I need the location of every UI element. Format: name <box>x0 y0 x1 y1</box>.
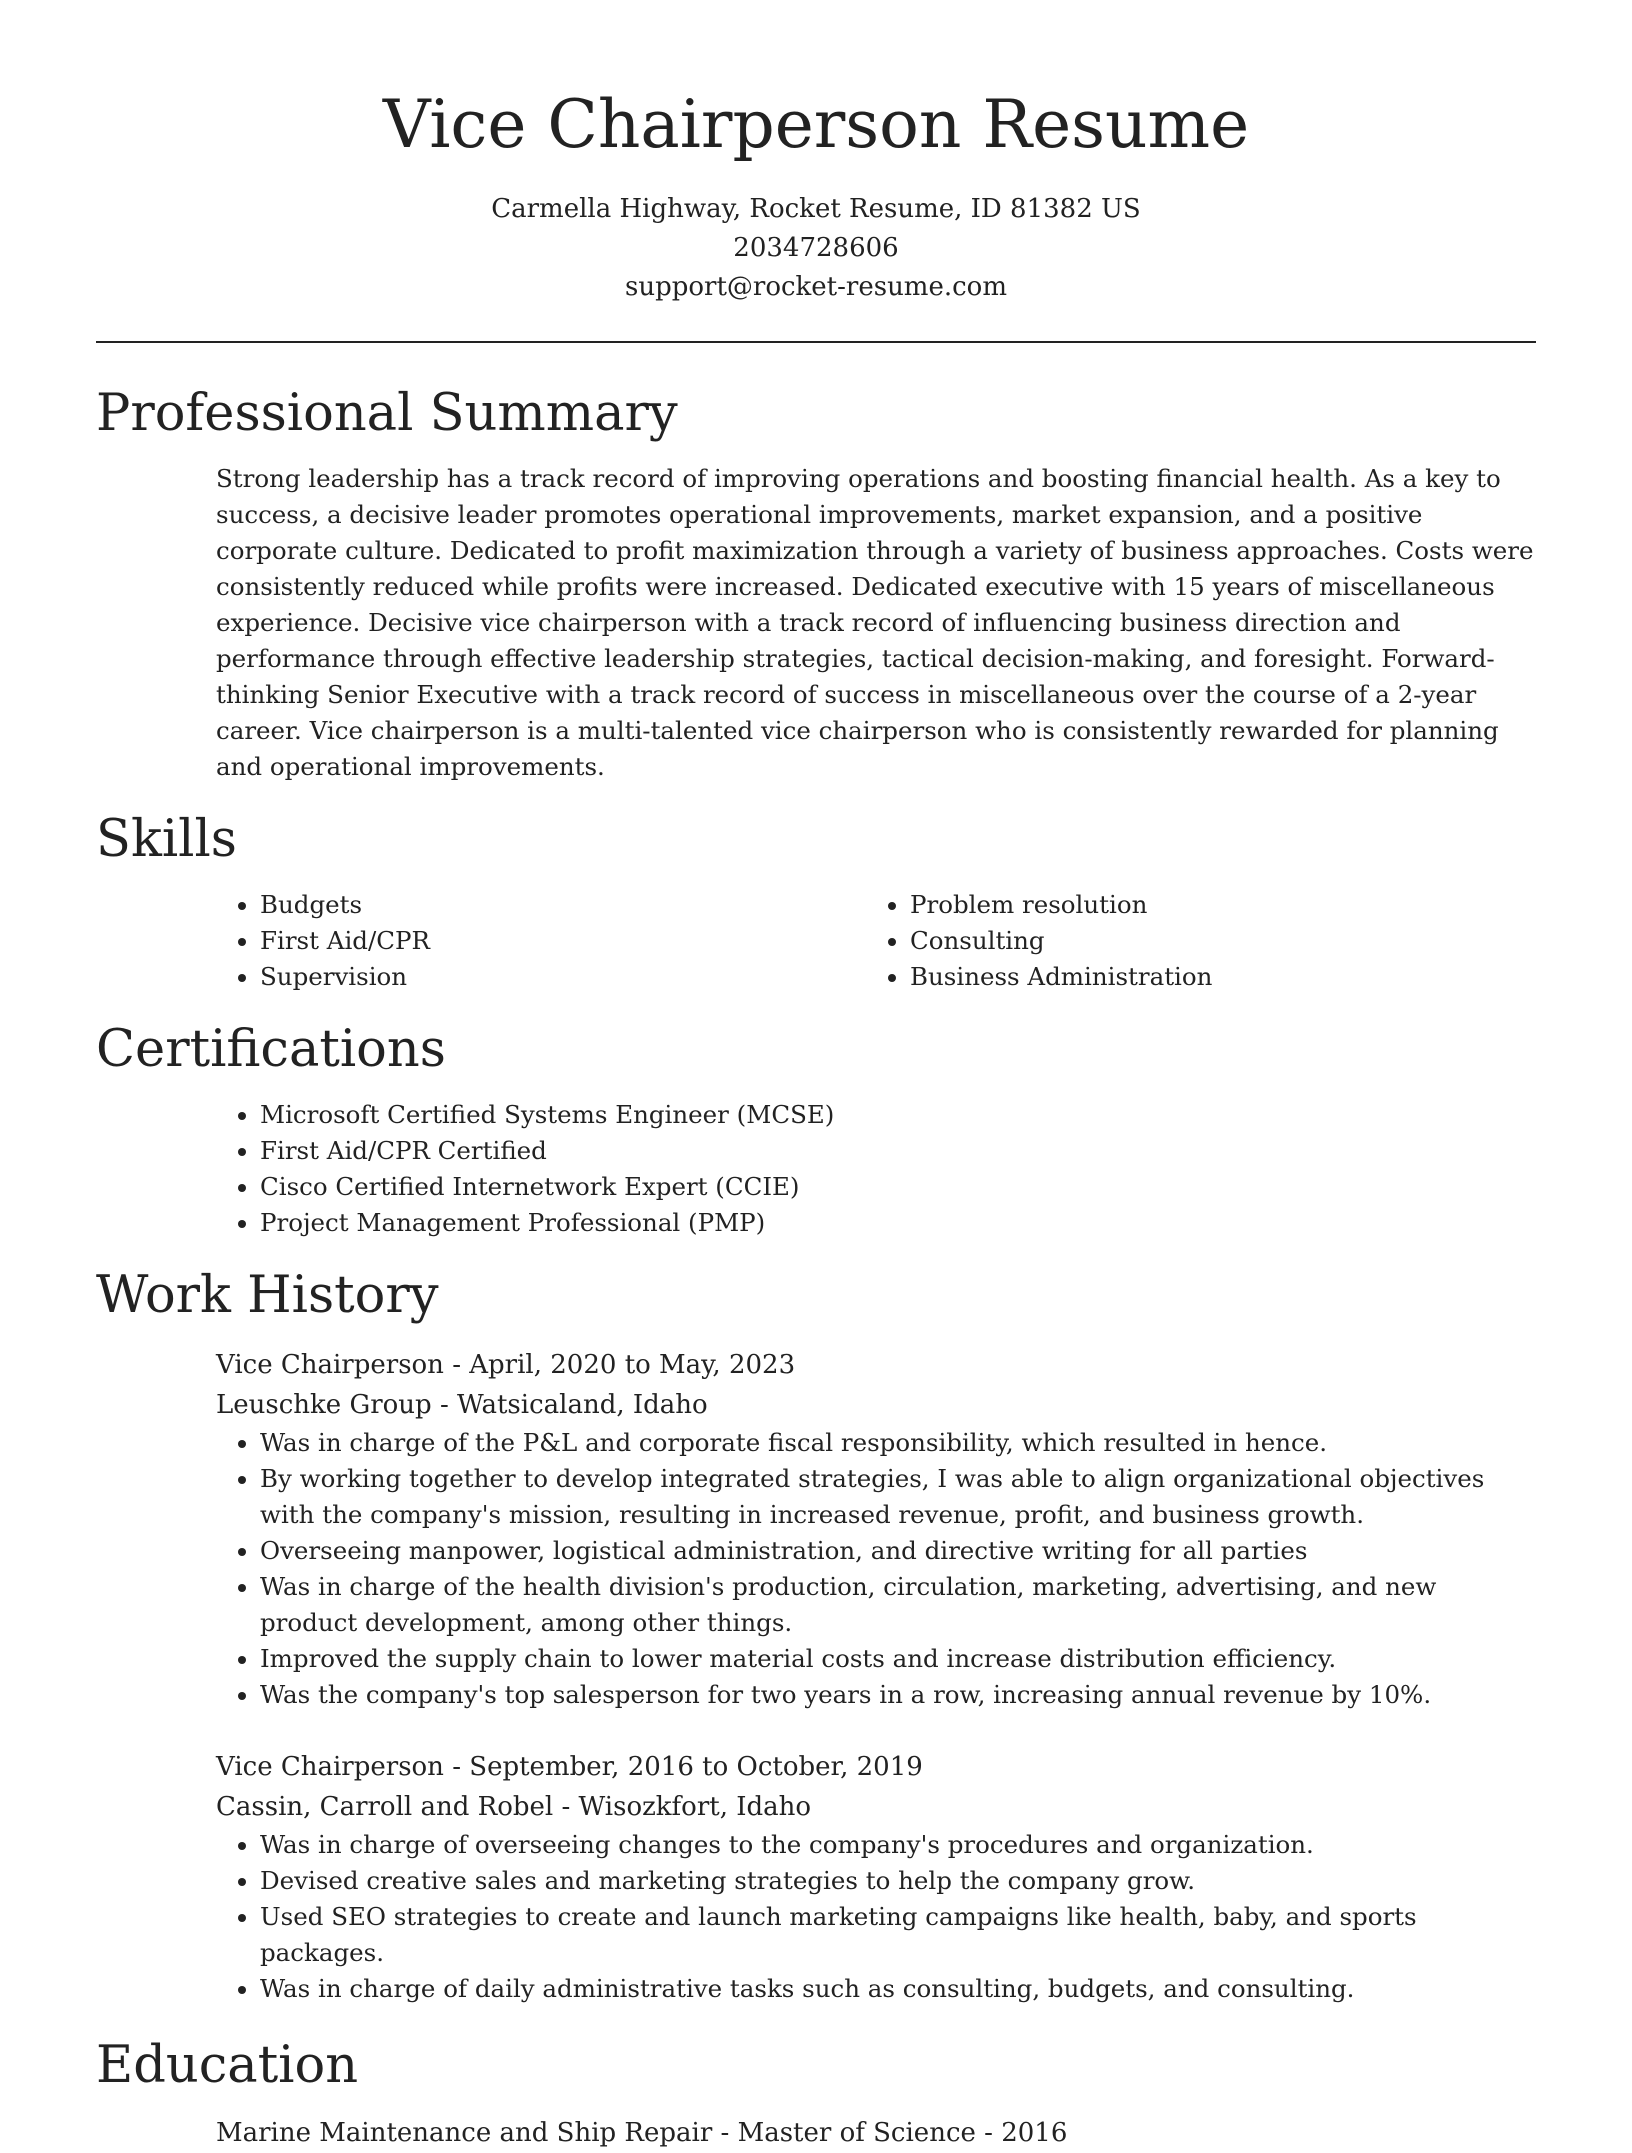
job-company: Leuschke Group <box>216 1390 432 1420</box>
job-entry <box>216 1345 1536 1713</box>
job-duty-item: • Devised creative sales and marketing strategies to help the company grow. <box>260 1863 1536 1899</box>
summary-heading: Professional Summary <box>96 384 678 443</box>
certifications-block <box>216 1097 1536 1241</box>
job-dates: - April, 2020 to May, 2023 <box>443 1350 796 1380</box>
job-location: - Wisozkfort, Idaho <box>553 1792 812 1822</box>
job-title-line <box>216 1345 1536 1385</box>
certification-item: • First Aid/CPR Certified <box>260 1133 1536 1169</box>
education-entry <box>216 2113 1536 2153</box>
summary-text: Strong leadership has a track record of improving operations and boosting financial health. As a key to success, a decisive leader promotes operational improvements, market expansion, and a positive corporate culture. Dedicated to profit maximization through a variety of business approaches. Costs were consistently reduced while profits were increased. Dedicated executive with 15 years of miscellaneous experience. Decisive vice chairperson with a track record of influencing business direction and performance through effective leadership strategies, tactical decision-making, and foresight. Forward-thinking Senior Executive with a track record of success in miscellaneous over the course of a 2-year career. Vice chairperson is a multi-talented vice chairperson who is consistently rewarded for planning and operational improvements. <box>216 464 1534 781</box>
skill-item: • Problem resolution <box>910 887 1516 923</box>
education-heading: Education <box>96 2036 359 2095</box>
job-duty-item: • By working together to develop integrated strategies, I was able to align organizational objectives with the company's mission, resulting in increased revenue, profit, and business growth. <box>260 1461 1536 1533</box>
contact-address: Carmella Highway, Rocket Resume, ID 81382 US <box>491 194 1141 224</box>
certification-item: • Cisco Certified Internetwork Expert (CCIE) <box>260 1169 1536 1205</box>
job-duty-item: • Was in charge of daily administrative tasks such as consulting, budgets, and consulting. <box>260 1971 1536 2007</box>
certification-item: • Microsoft Certified Systems Engineer (MCSE) <box>260 1097 1536 1133</box>
job-duty-item: • Used SEO strategies to create and launch marketing campaigns like health, baby, and sports packages. <box>260 1899 1536 1971</box>
skill-item: • Consulting <box>910 923 1516 959</box>
job-duty-item: • Improved the supply chain to lower material costs and increase distribution efficiency. <box>260 1641 1536 1677</box>
certification-item: • Project Management Professional (PMP) <box>260 1205 1536 1241</box>
skill-item: • Supervision <box>260 959 866 995</box>
skills-column-right <box>866 887 1516 995</box>
resume-title: Vice Chairperson Resume <box>382 86 1250 163</box>
skills-list-right <box>866 887 1516 995</box>
job-role: Vice Chairperson <box>216 1752 444 1782</box>
job-role: Vice Chairperson <box>216 1350 444 1380</box>
job-duty-item: • Overseeing manpower, logistical administration, and directive writing for all parties <box>260 1533 1536 1569</box>
skill-item: • Budgets <box>260 887 866 923</box>
skill-item: • First Aid/CPR <box>260 923 866 959</box>
job-company-line <box>216 1787 1536 1827</box>
contact-phone: 2034728606 <box>733 233 899 263</box>
job-company-line <box>216 1385 1536 1425</box>
certifications-heading: Certifications <box>96 1020 446 1079</box>
skills-column-left <box>216 887 866 995</box>
work-history-heading: Work History <box>96 1266 439 1325</box>
header-divider <box>96 341 1536 343</box>
skills-list-left <box>216 887 866 995</box>
job-duty-item: • Was in charge of the health division's production, circulation, marketing, advertising, and new product development, among other things. <box>260 1569 1536 1641</box>
job-location: - Watsicaland, Idaho <box>431 1390 708 1420</box>
skills-grid <box>216 887 1536 995</box>
job-duties-list <box>216 1425 1536 1713</box>
job-duty-item: • Was in charge of overseeing changes to the company's procedures and organization. <box>260 1827 1536 1863</box>
education-line: Marine Maintenance and Ship Repair - Master of Science - 2016 <box>216 2118 1068 2148</box>
job-duties-list <box>216 1827 1536 2007</box>
skills-heading: Skills <box>96 810 237 869</box>
resume-header <box>96 0 1536 307</box>
job-dates: - September, 2016 to October, 2019 <box>443 1752 923 1782</box>
job-company: Cassin, Carroll and Robel <box>216 1792 554 1822</box>
job-duty-item: • Was in charge of the P&L and corporate fiscal responsibility, which resulted in hence. <box>260 1425 1536 1461</box>
job-duty-item: • Was the company's top salesperson for two years in a row, increasing annual revenue by 10%. <box>260 1677 1536 1713</box>
contact-block <box>96 190 1536 307</box>
job-title-line <box>216 1747 1536 1787</box>
job-entry <box>216 1747 1536 2007</box>
skill-item: • Business Administration <box>910 959 1516 995</box>
certifications-list <box>216 1097 1536 1241</box>
contact-email: support@rocket-resume.com <box>624 272 1007 302</box>
